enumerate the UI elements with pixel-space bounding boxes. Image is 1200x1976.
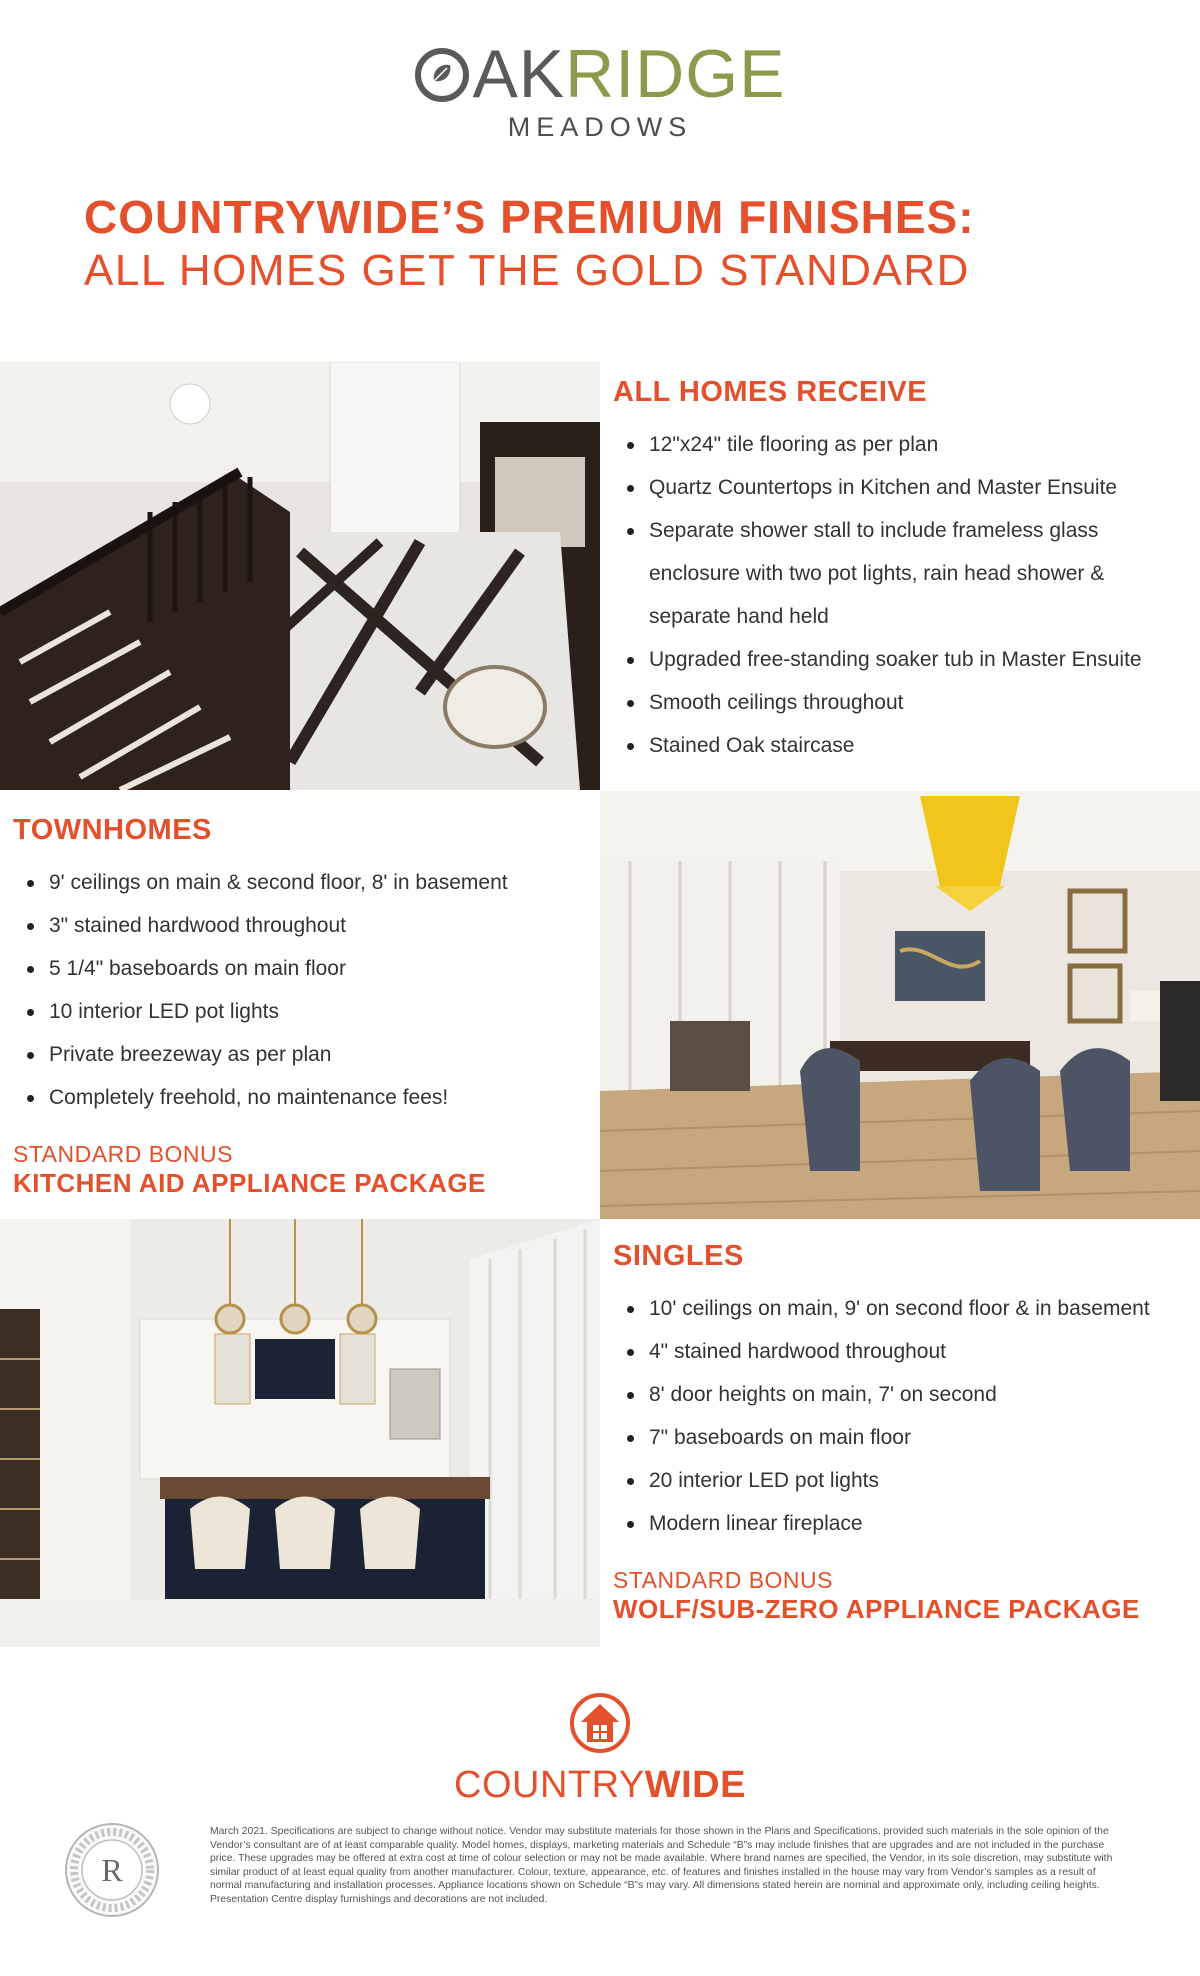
townhomes-bonus-label: STANDARD BONUS [13, 1141, 233, 1167]
headline-line-1: COUNTRYWIDE’S PREMIUM FINISHES: [84, 191, 975, 243]
list-item: 9' ceilings on main & second floor, 8' in basement [13, 861, 593, 904]
kitchen-photo [0, 1219, 600, 1647]
oakridge-logo [0, 36, 1200, 143]
singles-bonus-label: STANDARD BONUS [613, 1567, 833, 1593]
list-item: 5 1/4" baseboards on main floor [13, 947, 593, 990]
countrywide-logo [0, 1692, 1200, 1807]
singles-bonus-value: WOLF/SUB-ZERO APPLIANCE PACKAGE [613, 1594, 1140, 1624]
all-homes-section [613, 376, 1193, 767]
all-homes-list [613, 423, 1193, 767]
countrywide-bold-text: WIDE [644, 1764, 746, 1806]
list-item: 10 interior LED pot lights [13, 990, 593, 1033]
list-item: Modern linear fireplace [613, 1502, 1193, 1545]
list-item: Private breezeway as per plan [13, 1033, 593, 1076]
list-item: 10' ceilings on main, 9' on second floor & in basement [613, 1287, 1193, 1330]
singles-section [613, 1240, 1193, 1625]
page-headline [84, 190, 975, 298]
staircase-photo [0, 362, 600, 790]
list-item: Smooth ceilings throughout [613, 681, 1193, 724]
logo-ridge-text: RIDGE [565, 36, 786, 112]
list-item: Quartz Countertops in Kitchen and Master Ensuite [613, 466, 1193, 509]
list-item: 8' door heights on main, 7' on second [613, 1373, 1193, 1416]
townhomes-list [13, 861, 593, 1119]
seal-letter: R [101, 1852, 123, 1888]
countrywide-light-text: COUNTRY [454, 1764, 645, 1806]
singles-title: SINGLES [613, 1240, 744, 1272]
townhomes-section [13, 814, 593, 1199]
list-item: 3" stained hardwood throughout [13, 904, 593, 947]
list-item: Stained Oak staircase [613, 724, 1193, 767]
list-item: Separate shower stall to include frameless glass enclosure with two pot lights, rain head shower & separate hand held [613, 509, 1193, 638]
list-item: 12"x24" tile flooring as per plan [613, 423, 1193, 466]
townhomes-bonus-value: KITCHEN AID APPLIANCE PACKAGE [13, 1168, 486, 1198]
oak-leaf-o-icon [414, 46, 470, 102]
townhomes-title: TOWNHOMES [13, 814, 212, 846]
singles-list [613, 1287, 1193, 1545]
house-circle-icon [569, 1692, 631, 1754]
r-seal-icon [64, 1822, 160, 1918]
logo-ak-text: AK [472, 36, 566, 112]
disclaimer-text: March 2021. Specifications are subject to change without notice. Vendor may substitute materials for those shown in the Plans and Specifications, provided such materials in the sole opinion of the Vendor’s consultant are of at least comparable quality. Model homes, displays, marketing materials and Schedule “B”s may include finishes that are upgrades and are not included in the purchase price. These upgrades may be offered at extra cost at time of colour selection or may not be made available. Where brand names are specified, the Vendor, in its sole discretion, may substitute with similar product of at least equal quality from another manufacturer. Colour, texture, appearance, etc. of features and finishes installed in the house may vary from Vendor’s samples as a result of normal manufacturing and installation processes. Appliance locations shown on Schedule “B”s may vary. All dimensions stated herein are nominal and approximate only, including ceiling heights. Presentation Centre display furnishings and decorations are not included. [210, 1826, 1113, 1905]
logo-subtitle: MEADOWS [507, 112, 693, 142]
all-homes-title: ALL HOMES RECEIVE [613, 376, 928, 408]
headline-line-2: ALL HOMES GET THE GOLD STANDARD [84, 246, 970, 295]
dining-room-photo [600, 791, 1200, 1219]
list-item: 4" stained hardwood throughout [613, 1330, 1193, 1373]
list-item: 20 interior LED pot lights [613, 1459, 1193, 1502]
list-item: 7" baseboards on main floor [613, 1416, 1193, 1459]
list-item: Upgraded free-standing soaker tub in Master Ensuite [613, 638, 1193, 681]
list-item: Completely freehold, no maintenance fees! [13, 1076, 593, 1119]
